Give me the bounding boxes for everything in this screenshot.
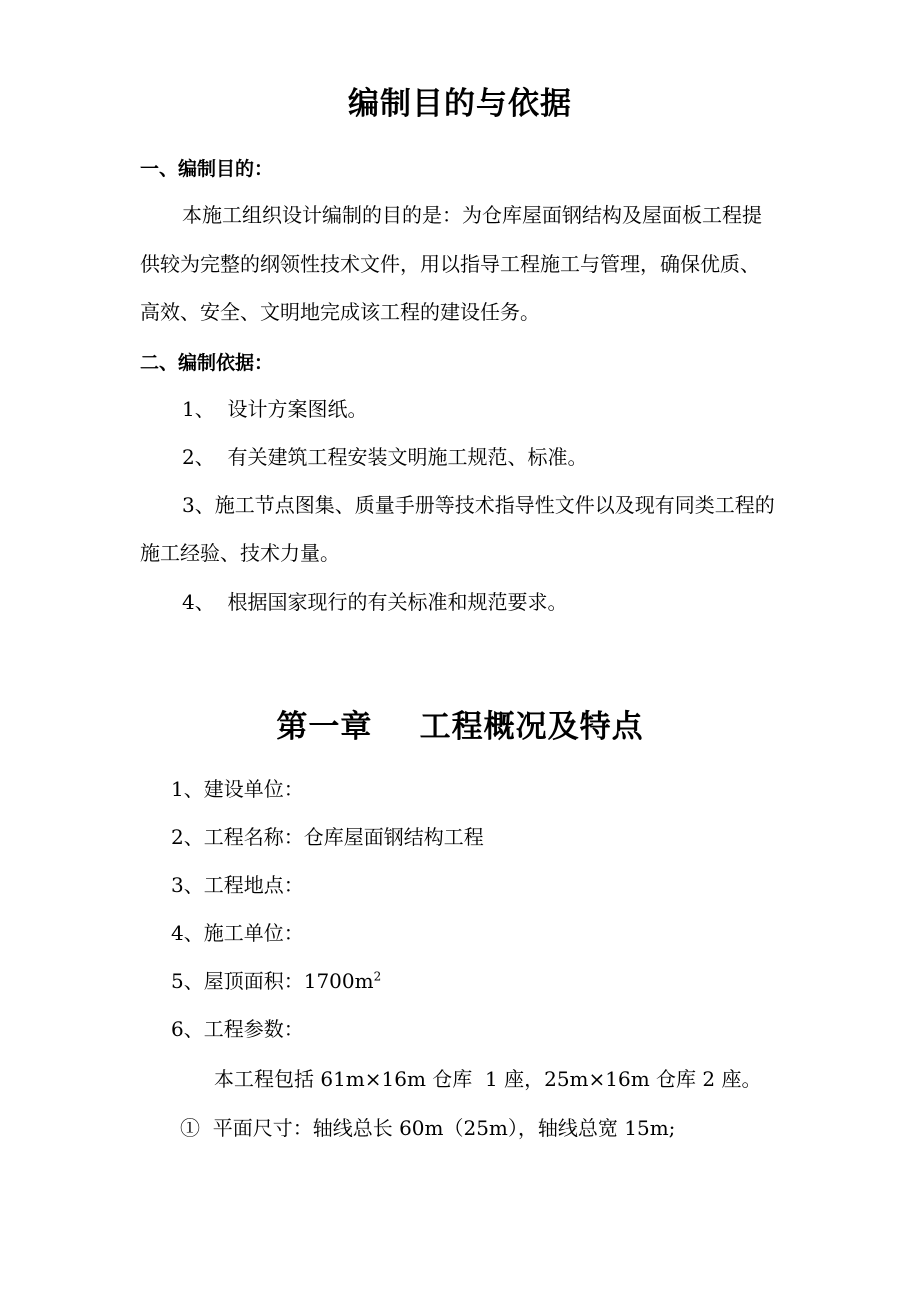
basis-item-3-cont: 施工经验、技术力量。: [140, 541, 340, 565]
chapter-one-title: 第一章 工程概况及特点: [276, 709, 644, 745]
overview-item-2: 2、工程名称：仓库屋面钢结构工程: [171, 825, 484, 849]
section-one-para-line-3: 高效、安全、文明地完成该工程的建设任务。: [140, 300, 540, 324]
area-unit-superscript: 2: [373, 969, 382, 984]
basis-item-4: 4、 根据国家现行的有关标准和规范要求。: [182, 590, 568, 614]
section-one-para-line-2: 供较为完整的纲领性技术文件，用以指导工程施工与管理，确保优质、: [140, 252, 760, 276]
overview-item-5: [171, 968, 381, 994]
basis-item-2: 2、 有关建筑工程安装文明施工规范、标准。: [182, 445, 588, 469]
basis-item-3: 3、施工节点图集、质量手册等技术指导性文件以及现有同类工程的: [182, 493, 775, 517]
heading-purpose: 编制目的与依据: [348, 86, 572, 122]
basis-item-1: 1、 设计方案图纸。: [182, 397, 368, 421]
section-two-title: 二、编制依据：: [140, 352, 274, 374]
overview-item-6: 6、工程参数：: [171, 1017, 304, 1041]
overview-item-3: 3、工程地点：: [171, 873, 304, 897]
section-one-title: 一、编制目的：: [140, 158, 274, 180]
parameter-line: 本工程包括 61m×16m 仓库 1 座，25m×16m 仓库 2 座。: [214, 1067, 762, 1091]
section-one-para-line-1: 本施工组织设计编制的目的是：为仓库屋面钢结构及屋面板工程提: [182, 203, 762, 227]
roof-area-label: 5、屋顶面积：1700m: [171, 969, 374, 993]
overview-item-1: 1、建设单位：: [171, 777, 304, 801]
dimension-line: ① 平面尺寸：轴线总长 60m（25m），轴线总宽 15m;: [180, 1116, 676, 1140]
overview-item-4: 4、施工单位：: [171, 921, 304, 945]
